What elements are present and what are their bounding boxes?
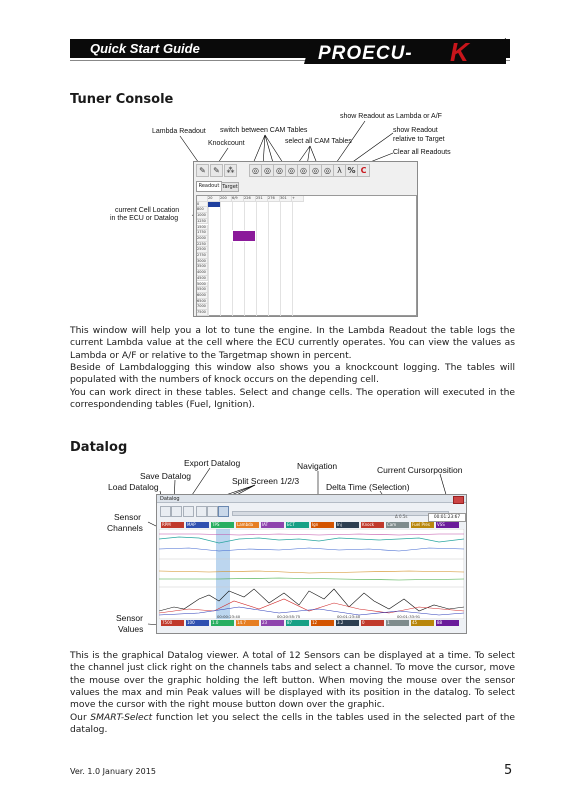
table-row-header: 7500 <box>197 310 208 316</box>
navigation-scrollbar[interactable] <box>232 511 449 516</box>
table-row-header: 7000 <box>197 304 208 310</box>
tuner-heading: Tuner Console <box>70 92 174 107</box>
table-row-header: 0 <box>197 202 208 208</box>
ann-show-relative-1: show Readout <box>393 127 438 134</box>
ann-cell-location-1: current Cell Location <box>115 207 180 214</box>
sensor-value-tab[interactable]: 100 <box>186 620 209 626</box>
sensor-value-tab[interactable]: 87 <box>286 620 309 626</box>
tab-readout[interactable]: Readout <box>196 181 222 192</box>
channel-tab[interactable]: IAT <box>261 522 284 528</box>
current-cell-marker <box>208 202 220 208</box>
sensor-value-tab[interactable]: 45 <box>411 620 434 626</box>
datalog-graph[interactable] <box>159 529 464 619</box>
cam-table-5-button[interactable]: ◎ <box>297 164 310 177</box>
cam-table-6-button[interactable]: ◎ <box>309 164 322 177</box>
sensor-value-tab[interactable]: 3.2 <box>336 620 359 626</box>
clear-readouts-button[interactable]: C <box>357 164 370 177</box>
channel-tab[interactable]: TPS <box>211 522 234 528</box>
ann-export-datalog: Export Datalog <box>184 458 241 468</box>
channel-tab[interactable]: Ign <box>311 522 334 528</box>
table-row-header: 3500 <box>197 264 208 270</box>
selected-cells[interactable] <box>232 230 256 241</box>
table-row-header: 1500 <box>197 225 208 231</box>
ann-lambda-readout: Lambda Readout <box>152 128 206 135</box>
ann-cell-location-2: in the ECU or Datalog <box>110 215 179 222</box>
sensor-value-tab[interactable]: 1.0 <box>211 620 234 626</box>
tuner-paragraph-2: Beside of Lambdalogging this window also shows you a knockcount logging. The tables will populated with the numbers of knock occurs on the depending cell. <box>70 363 515 386</box>
table-row-header: 4000 <box>197 270 208 276</box>
table-row-header: 2750 <box>197 253 208 259</box>
save-datalog-button[interactable] <box>171 506 182 517</box>
knock-alt-button[interactable]: ⁂ <box>224 164 237 177</box>
relative-target-button[interactable]: % <box>345 164 358 177</box>
ann-show-relative-2: relative to Target <box>393 136 445 143</box>
table-row-header: 2000 <box>197 236 208 242</box>
table-col-header: + <box>292 196 304 202</box>
table-row-header: 1250 <box>197 219 208 225</box>
sensor-value-tab[interactable]: 88 <box>436 620 459 626</box>
tuner-table[interactable] <box>196 195 417 316</box>
ann-sensor-values-2: Values <box>118 624 144 634</box>
table-col-header: 200 <box>220 196 232 202</box>
ann-select-all-cam: select all CAM Tables <box>285 138 352 145</box>
sensor-value-tab[interactable]: 7500 <box>161 620 184 626</box>
ann-navigation: Navigation <box>297 461 338 471</box>
datalog-paragraph <box>70 650 515 736</box>
channel-tab[interactable]: RPM <box>161 522 184 528</box>
split-1-button[interactable] <box>196 506 207 517</box>
close-icon[interactable] <box>453 496 464 504</box>
channel-tab[interactable]: Cam <box>386 522 409 528</box>
table-row-header: 1000 <box>197 213 208 219</box>
table-col-header: 20 <box>208 196 220 202</box>
ann-sensor-channels-2: Channels <box>107 523 143 533</box>
tuner-window <box>193 161 418 317</box>
ann-sensor-channels-1: Sensor <box>114 512 141 522</box>
ann-load-datalog: Load Datalog <box>108 482 159 492</box>
channel-tab[interactable]: ECT <box>286 522 309 528</box>
split-3-button[interactable] <box>218 506 229 517</box>
knockcount-button[interactable]: ✎ <box>210 164 223 177</box>
datalog-paragraph-1: This is the graphical Datalog viewer. A total of 12 Sensors can be displayed at a time. To select the channel just click right on the channels tabs and select a channel. To move the cursor, move the mouse over the graphic holding the left button. When moving the mouse over the sensor values the max and min Peak values will be displayed with its position in the datalog. To select move the cursor with the right mouse button down over the graphic. <box>70 651 515 711</box>
footer-page-number: 5 <box>504 763 513 778</box>
time-label: 00:20:55:75 <box>277 614 301 619</box>
footer-version: Ver. 1.0 January 2015 <box>70 767 156 776</box>
table-row-header: 800 <box>197 207 208 213</box>
ann-switch-cam: switch between CAM Tables <box>220 127 308 134</box>
table-row-header: 6000 <box>197 293 208 299</box>
table-col-header: 251 <box>256 196 268 202</box>
table-col-header: 301 <box>280 196 292 202</box>
ann-split-screen: Split Screen 1/2/3 <box>232 476 300 486</box>
select-all-cam-button[interactable]: ◎ <box>321 164 334 177</box>
ann-sensor-values-1: Sensor <box>116 613 143 623</box>
ann-knockcount: Knockcount <box>208 140 245 147</box>
table-row-header: 3000 <box>197 259 208 265</box>
channel-tab[interactable]: Knock <box>361 522 384 528</box>
tuner-paragraph-3: You can work direct in these tables. Select and change cells. The operation will executed in the correspondending tables (Fuel, Ignition). <box>70 387 515 411</box>
tuner-paragraph <box>70 325 515 411</box>
svg-text:PROECU-: PROECU- <box>318 43 413 64</box>
sensor-value-tab[interactable]: 23 <box>261 620 284 626</box>
channel-tab[interactable]: Fuel Pres <box>411 522 434 528</box>
channel-tab[interactable]: Inj <box>336 522 359 528</box>
table-row-header: 5500 <box>197 287 208 293</box>
header-title: Quick Start Guide <box>90 41 200 56</box>
cursor-position-readout: 00:01:23:67 <box>428 513 466 522</box>
table-col-header: 6/9 <box>232 196 244 202</box>
table-row-header: 2500 <box>197 247 208 253</box>
channel-tab[interactable]: VSS <box>436 522 459 528</box>
datalog-paragraph-2 <box>70 712 515 737</box>
svg-text:K: K <box>450 37 469 66</box>
table-row-header: 5000 <box>197 282 208 288</box>
sensor-value-tab[interactable]: 1 <box>386 620 409 626</box>
ann-current-cursor: Current Cursorposition <box>377 465 463 475</box>
channel-tab[interactable]: Lambda <box>236 522 259 528</box>
cam-table-2-button[interactable]: ◎ <box>261 164 274 177</box>
delta-readout: Δ 0.5s <box>395 514 408 519</box>
ann-clear-all: Clear all Readouts <box>393 149 451 156</box>
datalog-window <box>156 494 467 634</box>
lambda-af-toggle-button[interactable]: λ <box>333 164 346 177</box>
lambda-readout-button[interactable]: ✎ <box>196 164 209 177</box>
split-2-button[interactable] <box>207 506 218 517</box>
time-label: 00:00:23:40 <box>217 614 241 619</box>
sensor-value-tab[interactable]: 12 <box>311 620 334 626</box>
export-datalog-button[interactable] <box>183 506 194 517</box>
smart-prefix: Our <box>70 712 91 723</box>
table-row-header: 1750 <box>197 230 208 236</box>
tab-target[interactable]: Target <box>222 184 238 190</box>
cam-table-3-button[interactable]: ◎ <box>273 164 286 177</box>
sensor-value-tab[interactable]: 14.7 <box>236 620 259 626</box>
table-row-header: 4500 <box>197 276 208 282</box>
table-row-header: 6500 <box>197 299 208 305</box>
tuner-paragraph-1: This window will help you a lot to tune the engine. In the Lambda Readout the table logs the current Lambda value at the cell where the ECU currently operates. You can view the values as Lambda or A/F or relative to the Targetmap shown in percent. <box>70 326 515 361</box>
smart-select-name: SMART-Select <box>90 712 153 723</box>
table-row-header: 2250 <box>197 242 208 248</box>
ann-show-lambda-af: show Readout as Lambda or A/F <box>340 113 442 120</box>
datalog-heading: Datalog <box>70 440 128 455</box>
table-col-header: 276 <box>268 196 280 202</box>
ann-save-datalog: Save Datalog <box>140 471 192 481</box>
table-col-header: 226 <box>244 196 256 202</box>
sensor-value-tab[interactable]: 0 <box>361 620 384 626</box>
channel-tab[interactable]: MAP <box>186 522 209 528</box>
datalog-title-bar: Datalog <box>157 495 466 503</box>
cam-table-4-button[interactable]: ◎ <box>285 164 298 177</box>
ann-delta-time: Delta Time (Selection) <box>326 482 410 492</box>
time-label: 00:01:33:91 <box>397 614 421 619</box>
time-label: 00:01:23:40 <box>337 614 361 619</box>
table-grid[interactable] <box>208 202 304 316</box>
load-datalog-button[interactable] <box>160 506 171 517</box>
cam-table-1-button[interactable]: ◎ <box>249 164 262 177</box>
smart-suffix: function let you select the cells in the tables used in the selected part of the datalog. <box>70 712 516 736</box>
